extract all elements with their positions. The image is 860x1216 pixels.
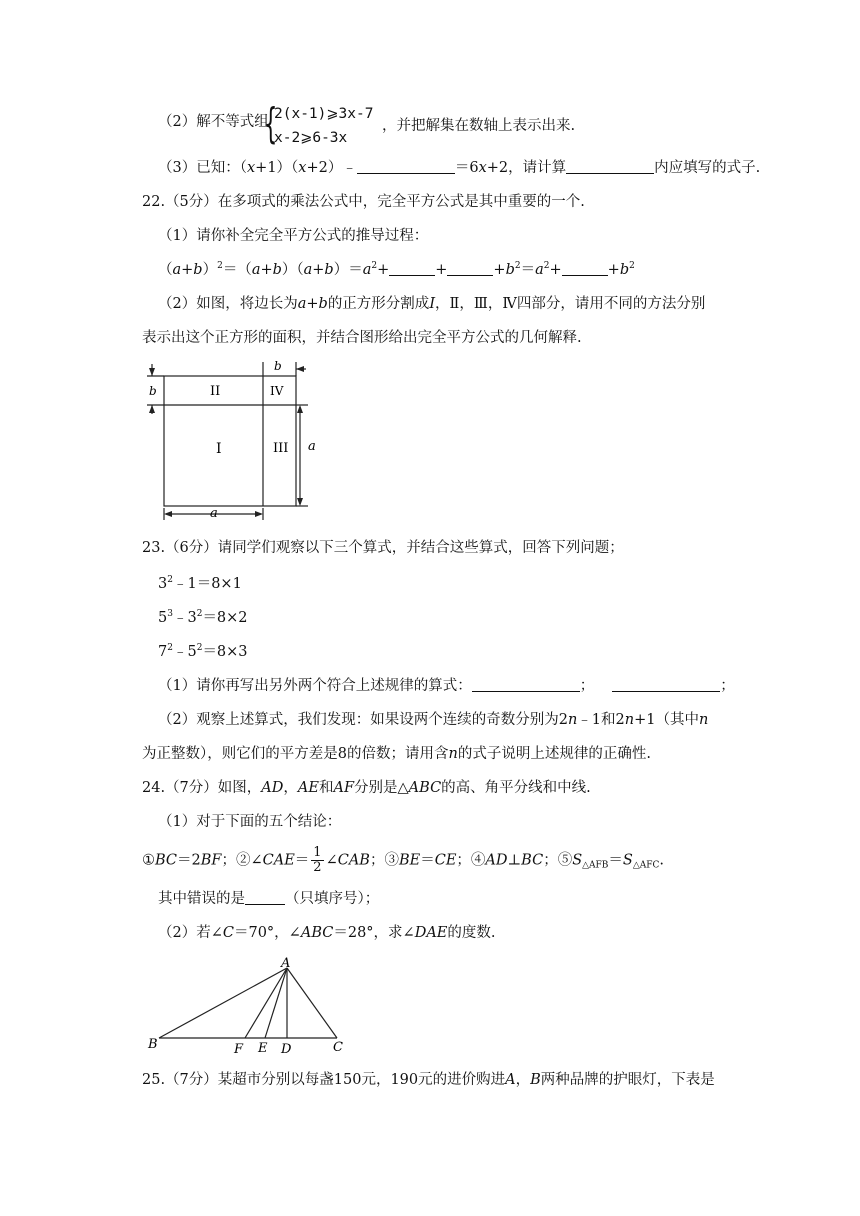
q23-part2: （2）观察上述算式，我们发现：如果设两个连续的奇数分别为2n﹣1和2n+1（其中n	[158, 712, 709, 728]
q21-part3: （3）已知：（x+1）（x+2）﹣ ＝6x+2，请计算 内应填写的式子.	[158, 160, 761, 176]
region-II-label: II	[210, 384, 221, 399]
point-D-label: D	[281, 1042, 292, 1057]
q22-heading: 22.（5分）在多项式的乘法公式中，完全平方公式是其中重要的一个.	[142, 194, 585, 210]
region-IV-label: IV	[270, 384, 284, 398]
answer-blank[interactable]	[245, 890, 285, 905]
q23-heading: 23.（6分）请同学们观察以下三个算式，并结合这些算式，回答下列问题；	[142, 540, 624, 556]
q24-heading: 24.（7分）如图，AD，AE和AF分别是△ABC的高、角平分线和中线.	[142, 780, 591, 796]
square-diagram	[140, 358, 330, 523]
answer-blank[interactable]	[472, 677, 580, 692]
q22-formula: $(a+b)^2=(a+b)(a+b)=a^2+ + +b^2=a^2+ +b^2$	[158, 261, 635, 278]
region-III-label: III	[273, 441, 289, 456]
q24-part1: （1）对于下面的五个结论：	[158, 814, 342, 830]
q21-part2-tail: ，并把解集在数轴上表示出来.	[382, 118, 576, 134]
vertex-B-label: B	[148, 1037, 158, 1052]
side-b-top-label: b	[274, 359, 282, 373]
side-a-right-label: a	[308, 439, 316, 454]
side-a-bottom-label: a	[210, 506, 218, 521]
inequality-1: 2(x-1)⩾3x-7	[274, 106, 374, 122]
q23-part1: （1）请你再写出另外两个符合上述规律的算式： ； ；	[158, 678, 735, 694]
q24-conclusions: ①BC＝2BF；②∠CAE＝ $\frac{1}{2}$ ∠CAB；③BE＝CE；④AD⊥BC；$⑤S_{\triangle AFB}=S_{\triangle AFC}$.	[142, 845, 665, 875]
segment-AC	[287, 968, 337, 1038]
triangle-diagram	[145, 952, 355, 1058]
inequality-2: x-2⩾6-3x	[274, 130, 348, 146]
vertex-A-label: A	[281, 956, 291, 971]
answer-blank[interactable]	[447, 261, 493, 276]
q21-part2-label: （2）解不等式组	[158, 114, 269, 130]
q23-expr-3: $7^2﹣5^2=8\times 3$	[158, 643, 248, 660]
point-F-label: F	[234, 1042, 244, 1057]
answer-blank[interactable]	[357, 159, 455, 174]
answer-blank[interactable]	[566, 159, 654, 174]
answer-blank[interactable]	[389, 261, 435, 276]
q23-expr-1: $3^2﹣1=8\times 1$	[158, 575, 242, 592]
q22-part1: （1）请你补全完全平方公式的推导过程：	[158, 228, 429, 244]
q22-part2: （2）如图，将边长为a+b的正方形分割成I，Ⅱ，Ⅲ，Ⅳ四部分，请用不同的方法分别	[158, 296, 706, 312]
region-I-label: I	[216, 441, 222, 457]
one-half-fraction: $\frac{1}{2}$	[313, 845, 322, 875]
q24-wrong-prompt: 其中错误的是 （只填序号）；	[158, 891, 380, 907]
median-AF	[245, 968, 287, 1038]
q24-part2: （2）若∠C＝70°，∠ABC＝28°，求∠DAE的度数.	[158, 925, 496, 941]
q23-expr-2: $5^3﹣3^2=8\times 2$	[158, 609, 248, 626]
q23-part2-line2: 为正整数），则它们的平方差是8的倍数；请用含n的式子说明上述规律的正确性.	[142, 746, 651, 762]
point-E-label: E	[258, 1041, 268, 1056]
q22-part2-line2: 表示出这个正方形的面积，并结合图形给出完全平方公式的几何解释.	[142, 330, 582, 346]
answer-blank[interactable]	[562, 261, 608, 276]
vertex-C-label: C	[333, 1040, 343, 1055]
answer-blank[interactable]	[612, 677, 720, 692]
q25-heading: 25.（7分）某超市分别以每盏150元，190元的进价购进A，B两种品牌的护眼灯，下表是	[142, 1072, 715, 1088]
side-b-left-label: b	[149, 384, 157, 398]
inequality-brace: {	[264, 99, 278, 148]
